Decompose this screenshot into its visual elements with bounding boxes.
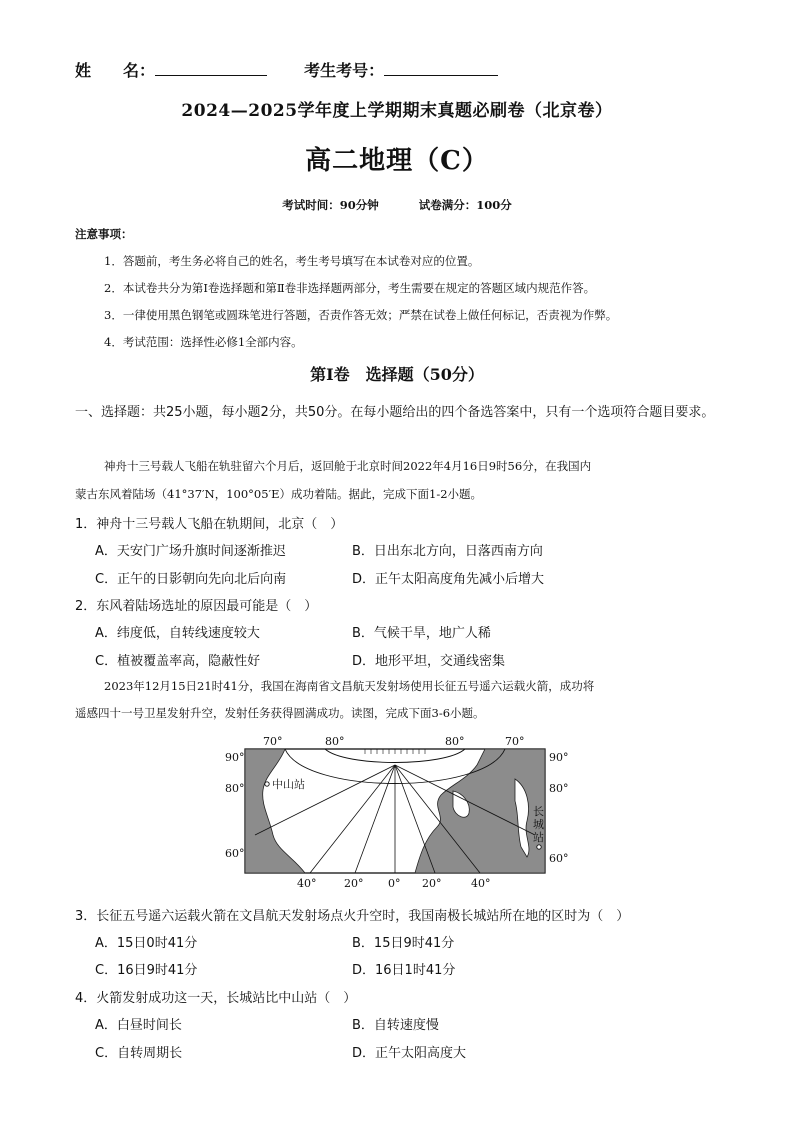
candidate-info-row	[75, 58, 498, 81]
zhongshan-station-marker	[265, 782, 269, 786]
option-d[interactable]: D．16日1时41分	[352, 963, 456, 978]
name-label: 姓 名：	[75, 61, 156, 80]
option-d[interactable]: D．正午太阳高度大	[352, 1046, 467, 1061]
option-c[interactable]: C．正午的日影朝向先向北后向南	[95, 572, 287, 587]
question-stem: 2．东风着陆场选址的原因最可能是（ ）	[75, 599, 318, 614]
exam-meta	[0, 197, 794, 213]
exam-title: 2024—2025学年度上学期期末真题必刷卷（北京卷）	[181, 101, 613, 121]
notice-item: 4．考试范围：选择性必修1全部内容。	[104, 335, 303, 349]
material-text: 2023年12月15日21时41分，我国在海南省文昌航天发射场使用长征五号遥六运载火箭，成功将	[104, 679, 595, 693]
map-bottom-label: 20°	[344, 877, 364, 890]
map-top-label: 80°	[325, 735, 345, 748]
section-title: 第Ⅰ卷 选择题（50分）	[310, 365, 484, 384]
map-right-label: 80°	[549, 782, 569, 795]
option-b[interactable]: B．自转速度慢	[352, 1018, 439, 1033]
option-b[interactable]: B．日出东北方向，日落西南方向	[352, 544, 543, 559]
subject-title: 高二地理（C）	[305, 146, 489, 176]
map-figure	[215, 735, 575, 895]
changcheng-station-label: 城	[533, 818, 544, 831]
name-field[interactable]	[155, 61, 267, 76]
material-text: 神舟十三号载人飞船在轨驻留六个月后，返回舱于北京时间2022年4月16日9时56分，在我国内	[104, 459, 592, 473]
map-left-label: 90°	[225, 751, 245, 764]
map-bottom-label: 40°	[297, 877, 317, 890]
option-b[interactable]: B．气候干旱，地广人稀	[352, 626, 491, 641]
map-left-label: 80°	[225, 782, 245, 795]
question-stem: 1．神舟十三号载人飞船在轨期间，北京（ ）	[75, 517, 344, 532]
changcheng-station-label: 长	[533, 805, 544, 818]
option-a[interactable]: A．15日0时41分	[95, 936, 198, 951]
map-bottom-label: 20°	[422, 877, 442, 890]
changcheng-station-label: 站	[533, 831, 544, 844]
map-bottom-label: 0°	[388, 877, 401, 890]
notice-item: 1．答题前，考生务必将自己的姓名，考生考号填写在本试卷对应的位置。	[104, 254, 480, 268]
option-a[interactable]: A．天安门广场升旗时间逐渐推迟	[95, 544, 286, 559]
question-stem: 3．长征五号遥六运载火箭在文昌航天发射场点火升空时，我国南极长城站所在地的区时为（ ）	[75, 909, 630, 924]
map-top-label: 80°	[445, 735, 465, 748]
candidate-id-field[interactable]	[384, 61, 498, 76]
option-d[interactable]: D．正午太阳高度角先减小后增大	[352, 572, 545, 587]
notice-item: 3．一律使用黑色钢笔或圆珠笔进行答题，否责作答无效；严禁在试卷上做任何标记，否责视为作弊。	[104, 308, 618, 322]
changcheng-station-marker	[537, 845, 541, 849]
notice-item: 2．本试卷共分为第Ⅰ卷选择题和第Ⅱ卷非选择题两部分，考生需要在规定的答题区域内规范作答。	[104, 281, 596, 295]
notice-heading: 注意事项：	[75, 227, 133, 241]
exam-score: 试卷满分：100分	[418, 198, 512, 212]
map-right-label: 90°	[549, 751, 569, 764]
question-stem: 4．火箭发射成功这一天，长城站比中山站（ ）	[75, 991, 357, 1006]
material-text: 蒙古东风着陆场（41°37′N，100°05′E）成功着陆。据此，完成下面1-2小题。	[75, 487, 483, 501]
material-text: 遥感四十一号卫星发射升空，发射任务获得圆满成功。读图，完成下面3-6小题。	[75, 706, 485, 720]
option-c[interactable]: C．植被覆盖率高，隐蔽性好	[95, 654, 261, 669]
zhongshan-station-label: 中山站	[272, 778, 305, 791]
option-a[interactable]: A．白昼时间长	[95, 1018, 182, 1033]
option-c[interactable]: C．16日9时41分	[95, 963, 198, 978]
section-intro: 一、选择题：共25小题，每小题2分，共50分。在每小题给出的四个备选答案中，只有一个选项符合题目要求。	[75, 405, 715, 420]
map-top-label: 70°	[263, 735, 283, 748]
candidate-id-label: 考生考号：	[304, 61, 385, 80]
map-bottom-label: 40°	[471, 877, 491, 890]
map-top-label: 70°	[505, 735, 525, 748]
map-left-label: 60°	[225, 847, 245, 860]
antarctic-map	[215, 735, 575, 899]
exam-time: 考试时间：90分钟	[282, 198, 379, 212]
map-right-label: 60°	[549, 852, 569, 865]
option-d[interactable]: D．地形平坦，交通线密集	[352, 654, 506, 669]
option-a[interactable]: A．纬度低，自转线速度较大	[95, 626, 260, 641]
option-c[interactable]: C．自转周期长	[95, 1046, 183, 1061]
option-b[interactable]: B．15日9时41分	[352, 936, 455, 951]
